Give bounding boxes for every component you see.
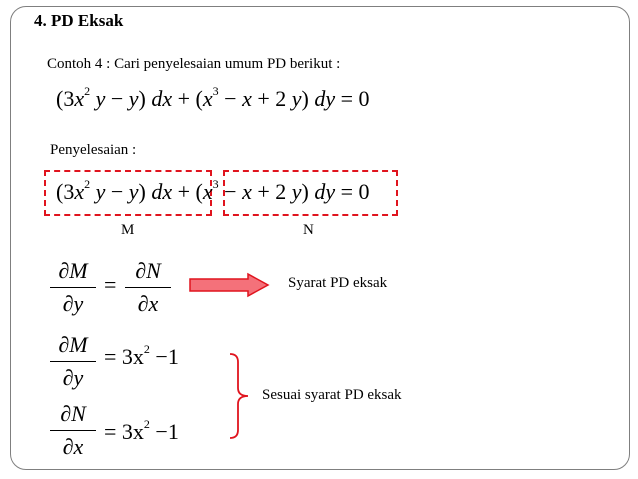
rhs-m-result: = $3x^2 -1$ bbox=[104, 342, 179, 369]
solution-label: Penyelesaian : bbox=[50, 142, 137, 158]
partial-m-numerator: ∂M bbox=[58, 258, 88, 283]
equals-sign: = bbox=[104, 272, 117, 297]
syarat-text: Syarat PD eksak bbox=[288, 275, 388, 291]
rhs-n-result: = $3x^2 -1$ bbox=[104, 417, 179, 444]
partial-n-x-result-fraction bbox=[50, 401, 96, 460]
equation-main: ($3x^2$ y − y) dx + ($x^3 - x + 2$ y) dy = 0 bbox=[56, 84, 370, 111]
partial-x-denominator: ∂x bbox=[137, 291, 159, 316]
partial-n-numerator: ∂N bbox=[135, 258, 161, 283]
slide-title: 4. PD Eksak bbox=[34, 11, 124, 30]
partial-x-denominator-2: ∂x bbox=[62, 434, 84, 459]
label-m: M bbox=[121, 222, 135, 238]
right-brace-icon bbox=[228, 352, 254, 440]
right-arrow-icon bbox=[188, 272, 272, 298]
partial-n-numerator-2: ∂N bbox=[60, 401, 86, 426]
partial-m-numerator-2: ∂M bbox=[58, 332, 88, 357]
example-prompt: Contoh 4 : Cari penyelesaian umum PD berikut : bbox=[47, 56, 341, 72]
partial-m-y-fraction bbox=[50, 258, 96, 317]
partial-m-y-result-fraction bbox=[50, 332, 96, 391]
partial-y-denominator: ∂y bbox=[62, 291, 84, 316]
partial-y-denominator-2: ∂y bbox=[62, 365, 84, 390]
equation-split: ($3x^2$ y − y) dx + ($x^3 - x + 2$ y) dy = 0 bbox=[56, 177, 370, 204]
sesuai-text: Sesuai syarat PD eksak bbox=[262, 387, 402, 403]
label-n: N bbox=[303, 222, 314, 238]
partial-n-x-fraction bbox=[125, 258, 171, 317]
